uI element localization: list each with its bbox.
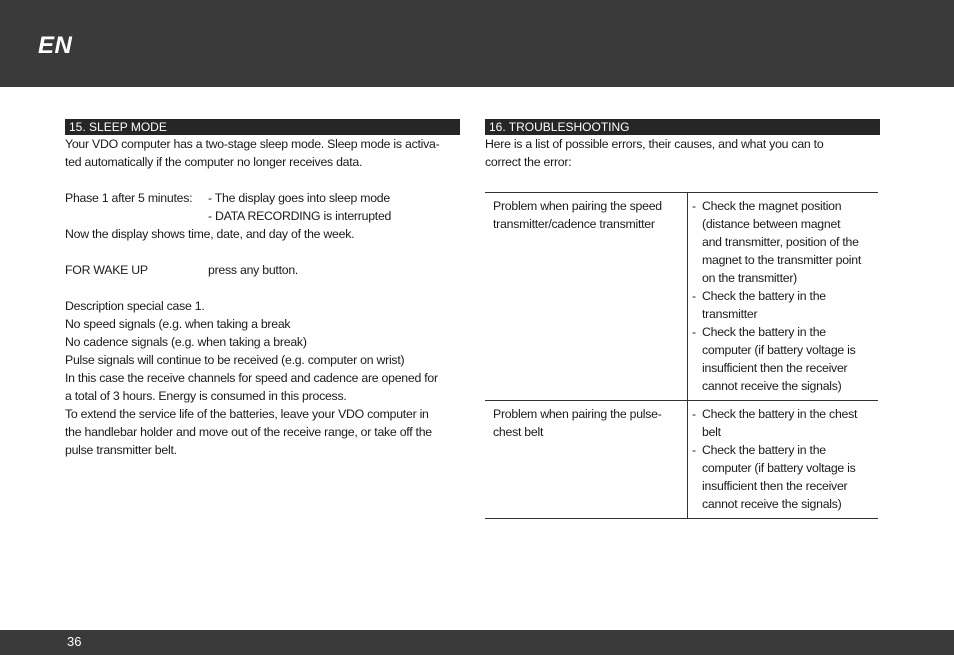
check-line: Check the battery in the chest bbox=[702, 407, 858, 421]
troubleshooting-intro bbox=[485, 135, 880, 171]
section-title-sleep-mode: 15. SLEEP MODE bbox=[65, 119, 460, 135]
special-line: In this case the receive channels for speed and cadence are opened for bbox=[65, 371, 438, 385]
wake-value: press any button. bbox=[208, 263, 299, 277]
problem-line: transmitter/cadence transmitter bbox=[493, 217, 655, 231]
phase-item: - The display goes into sleep mode bbox=[208, 191, 390, 205]
top-bar bbox=[0, 0, 954, 87]
table-row bbox=[485, 401, 878, 519]
checks-cell bbox=[688, 401, 879, 519]
phase-row bbox=[65, 189, 460, 225]
problem-line: Problem when pairing the pulse- bbox=[493, 407, 662, 421]
check-line: belt bbox=[702, 425, 721, 439]
problem-line: Problem when pairing the speed bbox=[493, 199, 662, 213]
troubleshooting-table bbox=[485, 192, 878, 519]
problem-cell bbox=[485, 401, 688, 519]
language-label: EN bbox=[38, 32, 73, 59]
check-line: and transmitter, position of the bbox=[702, 235, 859, 249]
phase-item: - DATA RECORDING is interrupted bbox=[208, 209, 392, 223]
check-item: - Check the battery in the computer (if battery voltage is insufficient then the receiver cannot receive the signals) bbox=[692, 323, 874, 395]
special-line: No speed signals (e.g. when taking a break bbox=[65, 317, 291, 331]
wake-row bbox=[65, 261, 460, 279]
table-row bbox=[485, 193, 878, 401]
checks-cell bbox=[688, 193, 879, 401]
sleep-mode-body bbox=[65, 135, 460, 459]
check-item: - Check the magnet position (distance between magnet and transmitter, position of the magnet to the transmitter point on the transmitter) bbox=[692, 197, 874, 287]
intro-line: Your VDO computer has a two-stage sleep mode. Sleep mode is activa- bbox=[65, 137, 440, 151]
check-line: Check the battery in the bbox=[702, 325, 826, 339]
check-line: transmitter bbox=[702, 307, 758, 321]
problem-line: chest belt bbox=[493, 425, 544, 439]
section-title-troubleshooting: 16. TROUBLESHOOTING bbox=[485, 119, 880, 135]
sleep-mode-column bbox=[65, 119, 460, 459]
check-line: Check the battery in the bbox=[702, 443, 826, 457]
footer-bar bbox=[0, 630, 954, 655]
check-line: insufficient then the receiver bbox=[702, 479, 848, 493]
check-line: computer (if battery voltage is bbox=[702, 343, 856, 357]
problem-cell bbox=[485, 193, 688, 401]
check-line: computer (if battery voltage is bbox=[702, 461, 856, 475]
phase-label: Phase 1 after 5 minutes: bbox=[65, 191, 193, 205]
special-line: a total of 3 hours. Energy is consumed in this process. bbox=[65, 389, 347, 403]
check-item: - Check the battery in the chest belt bbox=[692, 405, 874, 441]
intro-line: Here is a list of possible errors, their causes, and what you can to bbox=[485, 137, 824, 151]
check-line: Check the magnet position bbox=[702, 199, 842, 213]
special-line: To extend the service life of the batteries, leave your VDO computer in bbox=[65, 407, 429, 421]
check-item: - Check the battery in the computer (if battery voltage is insufficient then the receiver cannot receive the signals) bbox=[692, 441, 874, 513]
check-line: cannot receive the signals) bbox=[702, 497, 842, 511]
check-line: cannot receive the signals) bbox=[702, 379, 842, 393]
special-line: Pulse signals will continue to be received (e.g. computer on wrist) bbox=[65, 353, 405, 367]
special-line: the handlebar holder and move out of the receive range, or take off the bbox=[65, 425, 432, 439]
intro-line: ted automatically if the computer no longer receives data. bbox=[65, 155, 363, 169]
page-number: 36 bbox=[67, 634, 82, 649]
troubleshooting-column bbox=[485, 119, 880, 519]
check-line: insufficient then the receiver bbox=[702, 361, 848, 375]
phase-note: Now the display shows time, date, and day of the week. bbox=[65, 227, 355, 241]
intro-line: correct the error: bbox=[485, 155, 572, 169]
check-item: - Check the battery in the transmitter bbox=[692, 287, 874, 323]
special-line: No cadence signals (e.g. when taking a break) bbox=[65, 335, 307, 349]
check-line: on the transmitter) bbox=[702, 271, 798, 285]
special-line: pulse transmitter belt. bbox=[65, 443, 177, 457]
check-line: magnet to the transmitter point bbox=[702, 253, 862, 267]
check-line: Check the battery in the bbox=[702, 289, 826, 303]
wake-label: FOR WAKE UP bbox=[65, 263, 148, 277]
check-line: (distance between magnet bbox=[702, 217, 841, 231]
special-line: Description special case 1. bbox=[65, 299, 205, 313]
